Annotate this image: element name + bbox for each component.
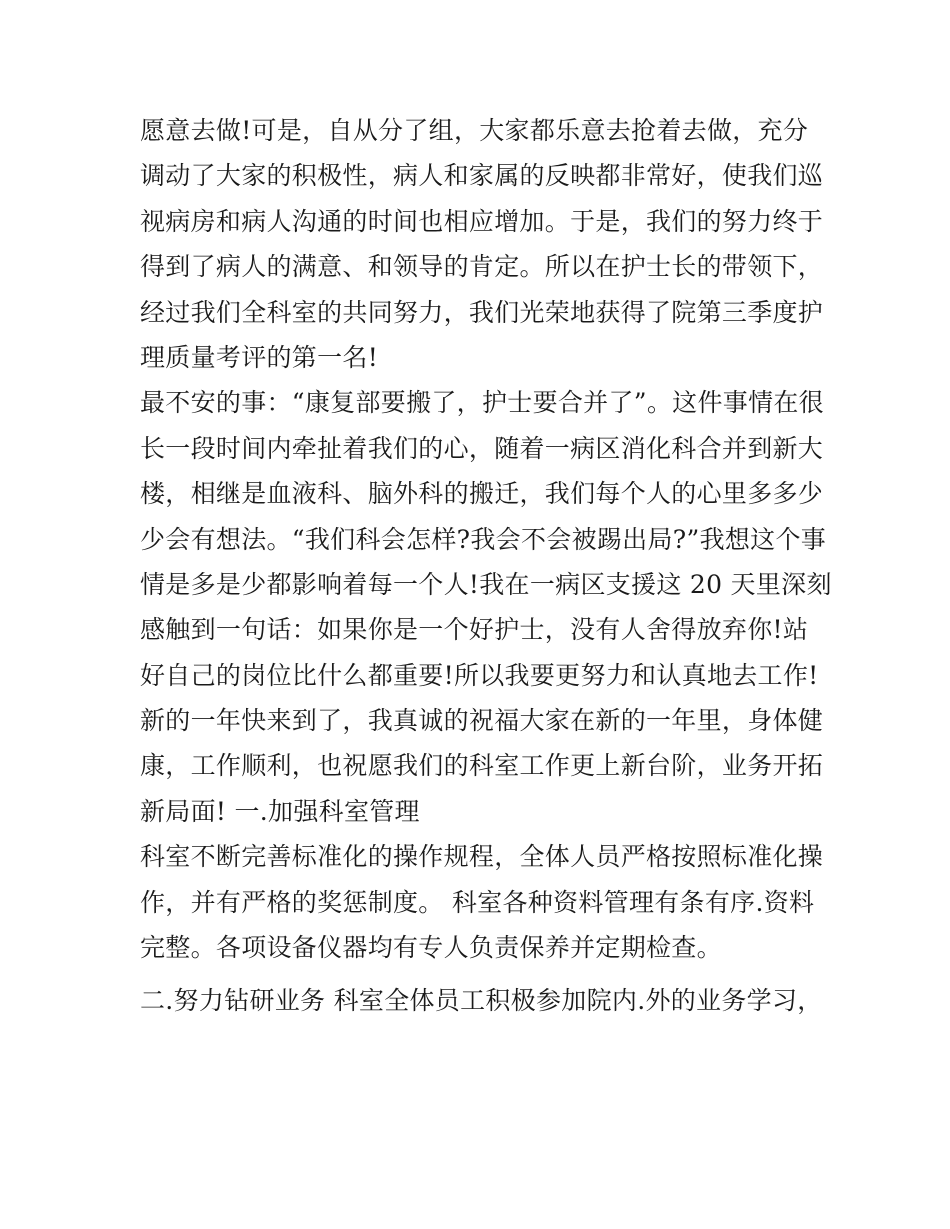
text-line: 感触到一句话：如果你是一个好护士，没有人舍得放弃你!站 [140,615,809,645]
text-line: 少会有想法。“我们科会怎样?我会不会被踢出局?”我想这个事 [140,524,827,554]
text-line: 最不安的事：“康复部要搬了，护士要合并了”。这件事情在很 [140,388,824,418]
text-line: 视病房和病人沟通的时间也相应增加。于是，我们的努力终于 [140,206,824,236]
text-line: 康，工作顺利，也祝愿我们的科室工作更上新台阶，业务开拓 [140,751,824,781]
text-line: 情是多是少都影响着每一个人!我在一病区支援这 20 天里深刻 [140,569,832,599]
text-line: 愿意去做!可是，自从分了组，大家都乐意去抢着去做，充分 [140,116,809,145]
text-line: 楼，相继是血液科、脑外科的搬迁，我们每个人的心里多多少 [140,479,824,509]
text-line: 得到了病人的满意、和领导的肯定。所以在护士长的带领下， [140,252,824,282]
body-text [140,108,832,1024]
text-line: 作，并有严格的奖惩制度。 科室各种资料管理有条有序.资料 [140,887,815,917]
text-line: 新的一年快来到了，我真诚的祝福大家在新的一年里，身体健 [140,706,824,736]
text-line: 长一段时间内牵扯着我们的心，随着一病区消化科合并到新大 [140,433,824,463]
text-line: 经过我们全科室的共同努力，我们光荣地获得了院第三季度护 [140,297,824,327]
text-line: 好自己的岗位比什么都重要!所以我要更努力和认真地去工作! [140,660,819,690]
text-line: 完整。各项设备仪器均有专人负责保养并定期检查。 [140,933,722,963]
text-line: 新局面! 一.加强科室管理 [140,796,420,826]
text-line: 理质量考评的第一名! [140,342,379,372]
text-line: 科室不断完善标准化的操作规程，全体人员严格按照标准化操 [140,842,824,872]
text-line: 调动了大家的积极性，病人和家属的反映都非常好，使我们巡 [140,161,824,191]
text-line: 二.努力钻研业务 科室全体员工积极参加院内.外的业务学习， [140,986,823,1016]
